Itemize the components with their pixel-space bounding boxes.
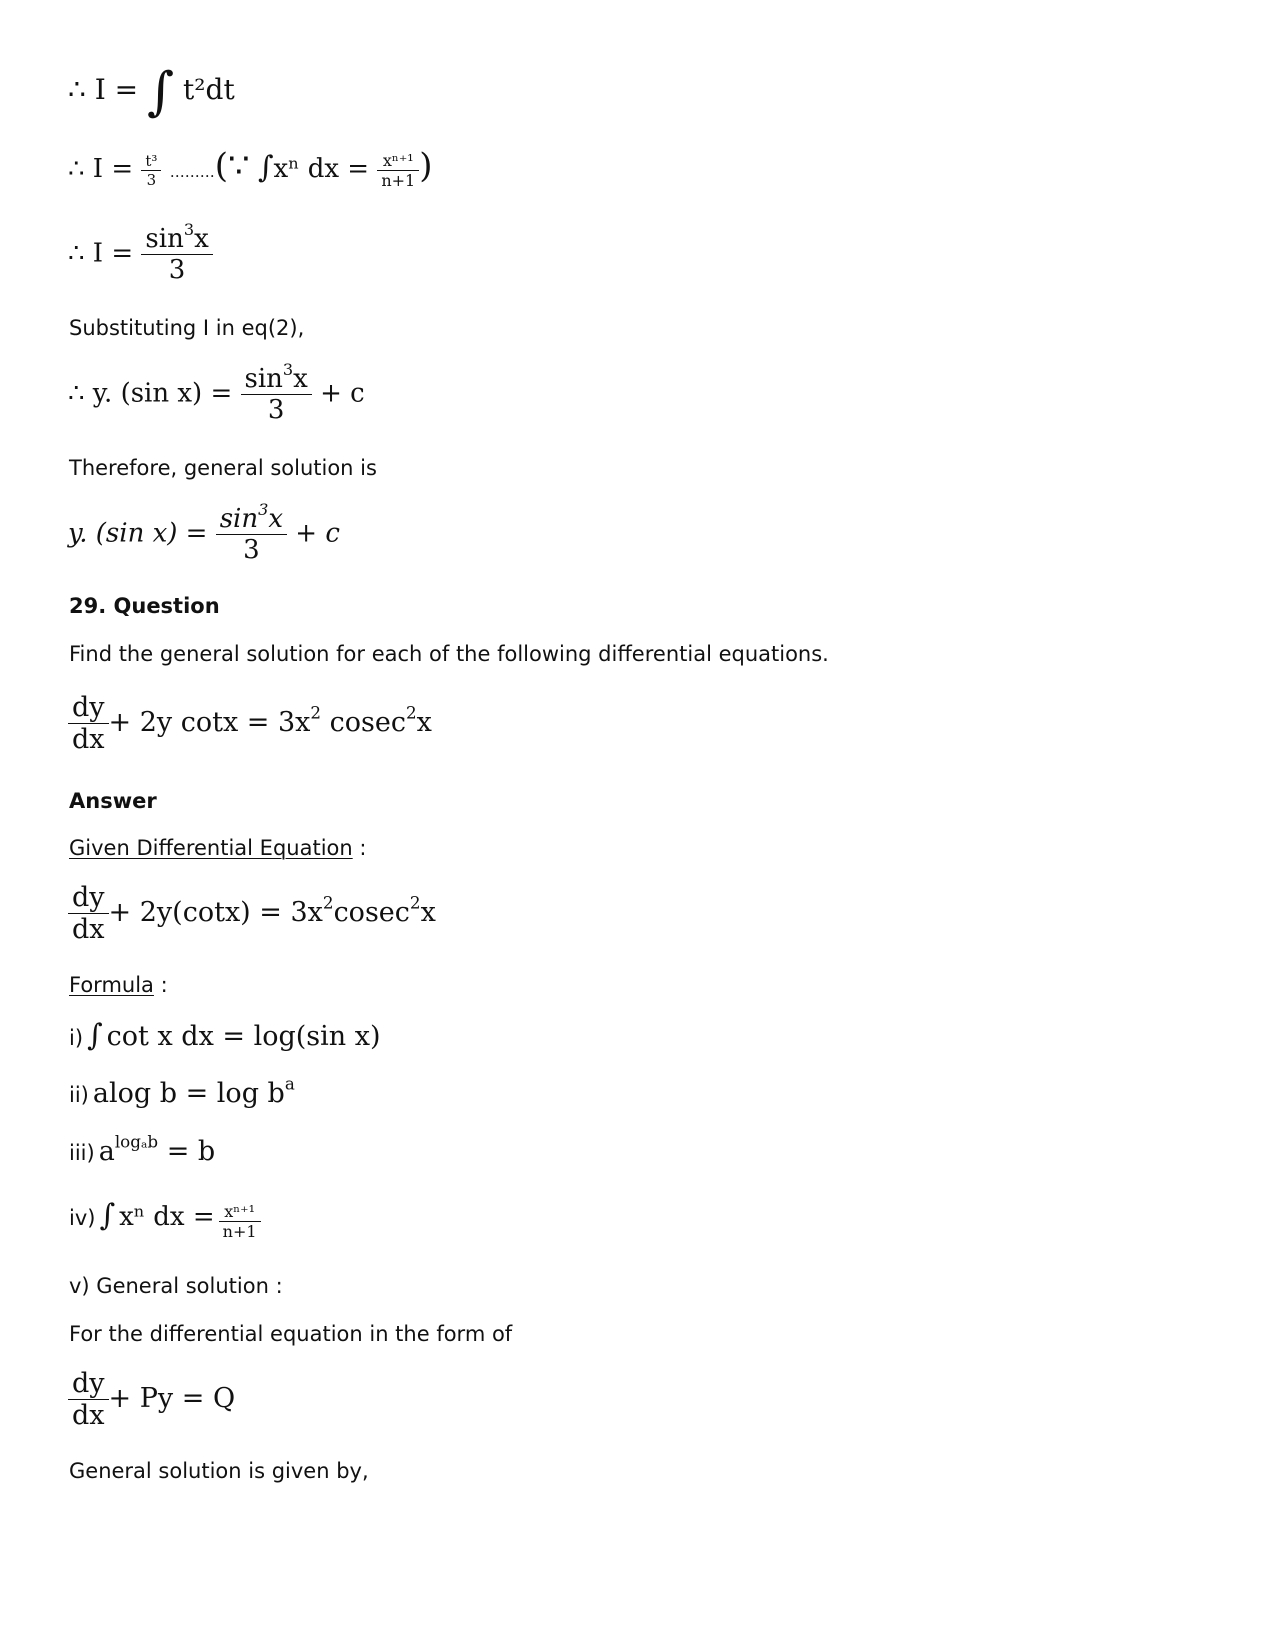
eq-tail: + c bbox=[295, 518, 340, 549]
fraction bbox=[141, 219, 212, 285]
integral-sign: ∫ bbox=[147, 62, 175, 122]
fraction bbox=[241, 359, 312, 425]
fraction bbox=[377, 151, 419, 190]
eq-lhs: y. (sin x) = bbox=[68, 518, 208, 549]
eq-tail: + c bbox=[320, 378, 365, 409]
question-equation: $\frac{dy}{dx}$ + 2y $\cot x = 3x^2$ cosec$^2$x bbox=[68, 692, 432, 755]
text-therefore: Therefore, general solution is bbox=[69, 456, 377, 480]
numerator: dy bbox=[72, 692, 105, 723]
formula-i: i) ∫ cot x dx = log(sin x) bbox=[69, 1018, 381, 1053]
denominator: 3 bbox=[216, 534, 287, 565]
given-label-text: Given Differential Equation bbox=[69, 836, 353, 860]
dots: ……… bbox=[169, 163, 215, 181]
question-heading: 29. Question bbox=[69, 594, 220, 618]
eq-lhs: ∴ y. (sin x) = bbox=[68, 378, 233, 409]
fraction bbox=[141, 152, 161, 189]
eq-mid: xⁿ dx = bbox=[273, 154, 370, 184]
standard-form-equation: $\frac{dy}{dx}$ + Py = Q bbox=[68, 1368, 235, 1431]
numerator: t³ bbox=[145, 151, 158, 170]
fraction bbox=[68, 692, 109, 755]
formula-iv: iv) ∫ xⁿ dx = $\frac{\text{xⁿ⁺¹}}{n+1}$ bbox=[69, 1198, 261, 1241]
integral-sign: ∫ bbox=[99, 1198, 116, 1233]
fraction bbox=[219, 1202, 261, 1241]
integral-sign: ∫ bbox=[87, 1018, 103, 1053]
eq-lhs: ∴ I = bbox=[68, 73, 139, 106]
denominator: dx bbox=[68, 1399, 109, 1431]
numerator: $\sin^3x$ bbox=[244, 359, 308, 394]
denominator: dx bbox=[68, 913, 109, 945]
reason-open: (∵ bbox=[214, 146, 250, 186]
denominator: 3 bbox=[141, 254, 212, 285]
fraction bbox=[216, 499, 287, 565]
eq-integral-t-squared bbox=[68, 62, 235, 122]
eq-i-sin-cubed bbox=[68, 219, 213, 285]
text-general-given-by: General solution is given by, bbox=[69, 1459, 369, 1483]
given-equation: $\frac{dy}{dx}$ + $2y(\cot x) = 3x^2cosec^2x$ bbox=[68, 882, 436, 945]
numerator: $\sin^3x$ bbox=[145, 219, 209, 254]
eq-y-sinx bbox=[68, 359, 365, 425]
eq-integral-result bbox=[68, 146, 433, 190]
formula-label-text: Formula bbox=[69, 973, 154, 997]
numerator: $\sin^3x$ bbox=[219, 499, 284, 534]
numerator: xⁿ⁺¹ bbox=[224, 1201, 255, 1221]
reason-close: ) bbox=[419, 146, 433, 186]
fraction bbox=[68, 1368, 109, 1431]
question-prompt: Find the general solution for each of the following differential equations. bbox=[69, 642, 829, 666]
numerator: xⁿ⁺¹ bbox=[382, 150, 414, 170]
answer-heading: Answer bbox=[69, 789, 157, 813]
fraction bbox=[68, 882, 109, 945]
eq-body: t²dt bbox=[183, 73, 235, 106]
formula-ii: ii) alog $b = \log b^a$ bbox=[69, 1073, 295, 1109]
denominator: dx bbox=[68, 723, 109, 755]
text-form-of: For the differential equation in the form of bbox=[69, 1322, 513, 1346]
integral-sign: ∫ bbox=[257, 150, 274, 185]
eq-lhs: ∴ I = bbox=[68, 238, 134, 269]
eq-lhs: ∴ I = bbox=[68, 154, 134, 184]
denominator: n+1 bbox=[219, 1221, 261, 1241]
formula-label: Formula : bbox=[69, 973, 168, 997]
text-substituting: Substituting I in eq(2), bbox=[69, 316, 305, 340]
given-label: Given Differential Equation : bbox=[69, 836, 367, 860]
denominator: n+1 bbox=[377, 170, 419, 190]
denominator: 3 bbox=[241, 394, 312, 425]
numerator: dy bbox=[72, 1368, 105, 1399]
eq-general-solution bbox=[68, 499, 340, 565]
numerator: dy bbox=[72, 882, 105, 913]
formula-v: v) General solution : bbox=[69, 1274, 283, 1298]
formula-iii: iii) $a^{log_ab} = b$ bbox=[69, 1131, 216, 1167]
denominator: 3 bbox=[141, 170, 161, 189]
